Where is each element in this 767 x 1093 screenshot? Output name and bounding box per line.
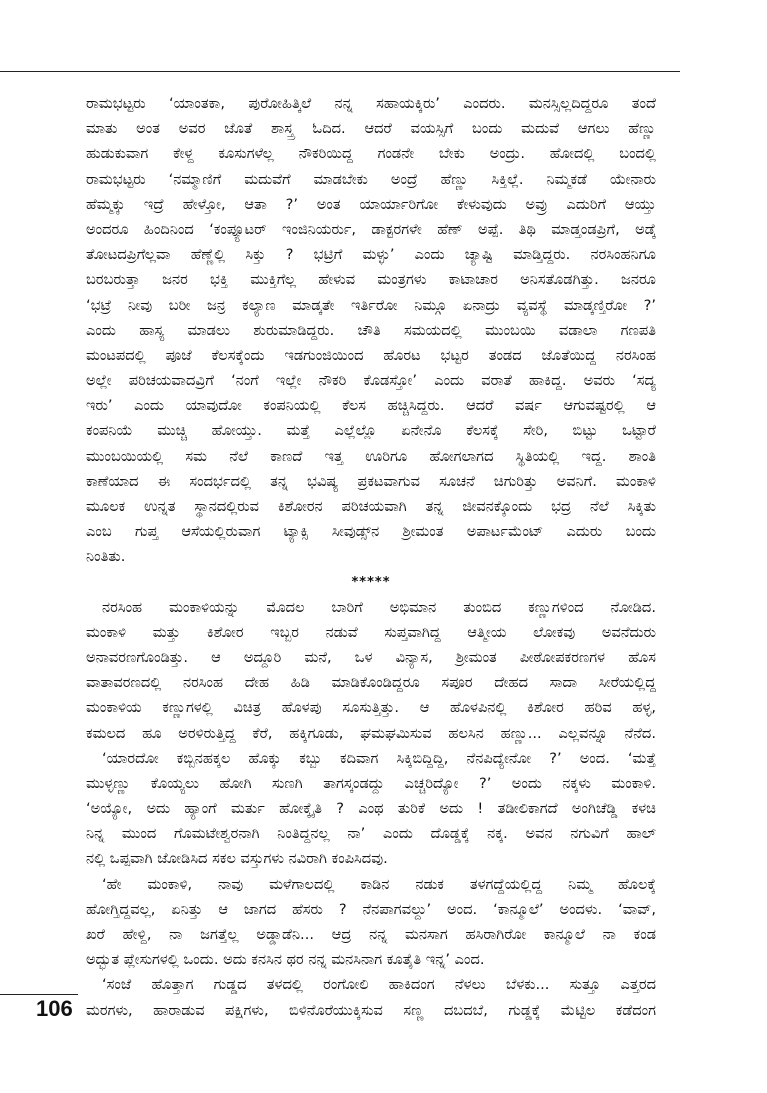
text-line: ಹೋಗ್ತಿದ್ದವಲ್ಲ, ಏನಿತ್ತು ಆ ಜಾಗದ ಹೆಸರು ? ನೆನಪಾಗವಲ್ದು’ ಅಂದ. ‘ಕಾನ್ಮೂಲೆ’ ಅಂದಳು. ‘ವಾವ್, bbox=[86, 900, 656, 918]
text-line: ರಾಮಭಟ್ಟರು ‘ನಮ್ಮಾಣಿಗೆ ಮದುವೆಗೆ ಮಾಡಬೇಕು ಅಂದ್ರೆ ಹೆಣ್ಣು ಸಿಕ್ತಿಲ್ಲೆ. ನಿಮ್ಮಕಡೆ ಯೇನಾರು bbox=[86, 170, 656, 188]
text-line: ಅಲ್ಲೇ ಪರಿಚಯವಾದವ್ರಿಗೆ ‘ನಂಗೆ ಇಲ್ಲೇ ನೌಕರಿ ಕೊಡಸ್ತೋ’ ಎಂದು ವರಾತೆ ಹಾಕಿದ್ದ. ಅವರು ‘ಸದ್ಯ bbox=[86, 372, 656, 390]
text-line: ಖರೆ ಹೇಳ್ದಿ, ನಾ ಜಗತ್ತೆಲ್ಲ ಅಡ್ಡಾಡೆನಿ... ಆದ್ರ ನನ್ನ ಮನಸಾಗ ಹಸಿರಾಗಿರೋ ಕಾನ್ಮೂಲೆ ನಾ ಕಂಡ bbox=[86, 926, 656, 943]
text-line: ಹೆಮ್ಮಕ್ಕು ಇದ್ರೆ ಹೇಳ್ತೋ, ಆತಾ ?’ ಅಂತ ಯಾರ್ಯಾರಿಗೋ ಕೇಳುವುದು ಅವ್ರು ಎದುರಿಗೆ ಆಯ್ತು bbox=[86, 195, 656, 213]
text-line: ನರಸಿಂಹ ಮಂಕಾಳಿಯನ್ನು ಮೊದಲ ಬಾರಿಗೆ ಅಭಿಮಾನ ತುಂಬಿದ ಕಣ್ಣುಗಳಿಂದ ನೋಡಿದ. bbox=[102, 598, 656, 616]
text-line: ಅದ್ಭುತ ಪ್ಲೇಸುಗಳಲ್ಲಿ ಒಂದು. ಅದು ಕನಸಿನ ಥರ ನನ್ನ ಮನಸಿನಾಗ ಕೂತೈತಿ ಇನ್ನ’ ಎಂದ. bbox=[86, 951, 485, 969]
text-line: ಅಂದರೂ ಹಿಂದಿನಿಂದ ‘ಕಂಪ್ಯೂಟರ್ ಇಂಜಿನಿಯರ್ರು, ಡಾಕ್ಟರಗಳೇ ಹೆಣ್ ಅಪ್ಪೆ. ತಿಥಿ ಮಾಡ್ತಂಡಪ್ರಿಗೆ, ಅಡ್ಕೆ bbox=[86, 220, 656, 238]
text-line: ಹುಡುಕುವಾಗ ಕೇಳ್ದ ಕೂಸುಗಳೆಲ್ಲ ನೌಕರಿಯಿದ್ದ ಗಂಡನೇ ಬೇಕು ಅಂದ್ರು. ಹೋದಲ್ಲಿ ಬಂದಲ್ಲಿ bbox=[86, 145, 656, 163]
paragraph bbox=[86, 595, 656, 746]
text-line: ಎಂದು ಹಾಸ್ಯ ಮಾಡಲು ಶುರುಮಾಡಿದ್ದರು. ಚೌತಿ ಸಮಯದಲ್ಲಿ ಮುಂಬಯಿ ವಡಾಲಾ ಗಣಪತಿ bbox=[86, 321, 656, 339]
text-line: ಇರು’ ಎಂದು ಯಾವುದೋ ಕಂಪನಿಯಲ್ಲಿ ಕೆಲಸ ಹಚ್ಚಿಸಿದ್ದರು. ಆದರೆ ವರ್ಷ ಆಗುವಷ್ಟರಲ್ಲಿ ಆ bbox=[86, 397, 656, 415]
text-line: ತೋಟದಪ್ರಿಗೆಲ್ಲವಾ ಹೆಣ್ಣೆಲ್ಲಿ ಸಿಕ್ತು ? ಭಟ್ರಿಗೆ ಮಳ್ಳು’ ಎಂದು ಚ್ಯಾಷ್ಟಿ ಮಾಡ್ತಿದ್ದರು. ನರಸಿಂಹನಿಗೂ bbox=[86, 246, 656, 264]
text-line: ಮರಗಳು, ಹಾರಾಡುವ ಪಕ್ಷಿಗಳು, ಬಿಳಿನೊರೆಯುಕ್ಕಿಸುವ ಸಣ್ಣ ದಬದಬೆ, ಗುಡ್ಡಕ್ಕೆ ಮೆಟ್ಟಿಲ ಕಡೆದಂಗ bbox=[86, 1001, 656, 1019]
text-line: ನಿನ್ನ ಮುಂದ ಗೊಮಟೇಶ್ವರನಾಗಿ ನಿಂತಿದ್ದನಲ್ಲ ನಾ’ ಎಂದು ದೊಡ್ಡಕ್ಕೆ ನಕ್ಕ. ಅವನ ನಗುವಿಗೆ ಹಾಲ್ bbox=[86, 825, 656, 843]
text-line: ರಾಮಭಟ್ಟರು ‘ಯಾಂತಕಾ, ಪುರೋಹಿತ್ಕಿಲೆ ನನ್ನ ಸಹಾಯಕ್ಕಿರು’ ಎಂದರು. ಮನಸ್ಸಿಲ್ಲದಿದ್ದರೂ ತಂದೆ bbox=[86, 95, 656, 112]
text-line: ವಾತಾವರಣದಲ್ಲಿ ನರಸಿಂಹ ದೇಹ ಹಿಡಿ ಮಾಡಿಕೊಂಡಿದ್ದರೂ ಸಪೂರ ದೇಹದ ಸಾದಾ ಸೀರೆಯಲ್ಲಿದ್ದ bbox=[86, 674, 656, 692]
paragraph bbox=[86, 972, 656, 1022]
paragraph bbox=[86, 91, 656, 570]
text-line: ಮಾತು ಅಂತ ಅವರ ಜೊತೆ ಶಾಸ್ತ್ರ ಓದಿದ. ಆದರೆ ವಯಸ್ಸಿಗೆ ಬಂದು ಮದುವೆ ಆಗಲು ಹೆಣ್ಣು bbox=[86, 120, 656, 138]
text-line: ನಲ್ಲಿ ಒಪ್ಪವಾಗಿ ಜೋಡಿಸಿದ ಸಕಲ ವಸ್ತುಗಳು ನವಿರಾಗಿ ಕಂಪಿಸಿದವು. bbox=[86, 850, 388, 868]
text-line: ಕಮಲದ ಹೂ ಅರಳಿರುತ್ತಿದ್ದ ಕೆರೆ, ಹಕ್ಕಿಗೂಡು, ಘಮಘಮಿಸುವ ಹಲಸಿನ ಹಣ್ಣು... ಎಲ್ಲವನ್ನೂ ನೆನೆದ. bbox=[86, 724, 656, 742]
paragraph bbox=[86, 872, 656, 973]
text-line: ಮುಂಬಯಿಯಲ್ಲಿ ಸಮ ನೆಲೆ ಕಾಣದೆ ಇತ್ತ ಊರಿಗೂ ಹೋಗಲಾಗದ ಸ್ಥಿತಿಯಲ್ಲಿ ಇದ್ದ. ಶಾಂತಿ bbox=[86, 447, 656, 465]
text-line: ಮೂಲಕ ಉನ್ನತ ಸ್ಥಾನದಲ್ಲಿರುವ ಕಿಶೋರನ ಪರಿಚಯವಾಗಿ ತನ್ನ ಜೀವನಕ್ಕೊಂದು ಭದ್ರ ನೆಲೆ ಸಿಕ್ಕಿತು bbox=[86, 498, 656, 515]
text-line: ‘ಅಯ್ಯೋ, ಅದು ಹ್ಯಾಂಗೆ ಮರ್ತು ಹೋಕ್ಕೈತಿ ? ಎಂಥ ತುರಿಕೆ ಅದು ! ತಡೀಲಿಕಾಗದೆ ಅಂಗಿಚೆಡ್ಡಿ ಕಳಚಿ bbox=[86, 800, 656, 818]
text-line: ಮಂಕಾಳಿಯ ಕಣ್ಣುಗಳಲ್ಲಿ ವಿಚಿತ್ರ ಹೊಳಪು ಸೂಸುತ್ತಿತ್ತು. ಆ ಹೊಳಪಿನಲ್ಲಿ ಕಿಶೋರ ಹರಿವ ಹಳ್ಳ, bbox=[86, 699, 656, 717]
text-line: ‘ಭಟ್ರೆ ನೀವು ಬರೀ ಜನ್ರ ಕಲ್ಯಾಣ ಮಾಡ್ಕತೇ ಇರ್ತಿರೋ ನಿಮ್ಗೂ ಏನಾದ್ರು ವ್ಯವಸ್ಥೆ ಮಾಡ್ಕಣ್ತಿರೋ ?’ bbox=[86, 296, 656, 314]
paragraph bbox=[86, 746, 656, 872]
text-line: ನಿಂತಿತು. bbox=[86, 548, 126, 566]
page-number: 106 bbox=[36, 996, 73, 1021]
text-line: ಅನಾವರಣಗೊಂಡಿತ್ತು. ಆ ಅದ್ದೂರಿ ಮನೆ, ಒಳ ವಿನ್ಯಾಸ, ಶ್ರೀಮಂತ ಪೀಠೋಪಕರಣಗಳ ಹೊಸ bbox=[86, 648, 656, 666]
text-line: ಮಂಟಪದಲ್ಲಿ ಪೂಜೆ ಕೆಲಸಕ್ಕೆಂದು ಇಡಗುಂಜಿಯಿಂದ ಹೊರಟ ಭಟ್ಟರ ತಂಡದ ಜೊತೆಯಿದ್ದ ನರಸಿಂಹ bbox=[86, 346, 656, 364]
text-line: ‘ಯಾರದೋ ಕಬ್ಬಿನಹಕ್ಕಲ ಹೊಕ್ಕು ಕಬ್ಬು ಕದಿವಾಗ ಸಿಕ್ಕಿಬಿದ್ದಿದ್ದಿ, ನೆನಪಿದ್ಯೇನೋ ?’ ಅಂದ. ‘ಮತ್ತೆ bbox=[102, 749, 656, 767]
footer-rule bbox=[0, 994, 78, 995]
text-line: ಮಂಕಾಳಿ ಮತ್ತು ಕಿಶೋರ ಇಬ್ಬರ ನಡುವೆ ಸುಪ್ತವಾಗಿದ್ದ ಆತ್ಮೀಯ ಲೋಕವು ಅವನೆದುರು bbox=[86, 623, 656, 641]
section-separator: ***** bbox=[351, 574, 391, 590]
text-line: ಕಾಣೆಯಾದ ಈ ಸಂದರ್ಭದಲ್ಲಿ ತನ್ನ ಭವಿಷ್ಯ ಪ್ರಕಟವಾಗುವ ಸೂಚನೆ ಚಿಗುರಿತ್ತು ಅವನಿಗೆ. ಮಂಕಾಳಿ bbox=[86, 472, 656, 490]
body-text bbox=[86, 91, 656, 1023]
text-line: ‘ಹೇ ಮಂಕಾಳಿ, ನಾವು ಮಳೆಗಾಲದಲ್ಲಿ ಕಾಡಿನ ನಡುಕ ತಳಗದ್ದೆಯಲ್ಲಿದ್ದ ನಿಮ್ಮ ಹೊಲಕ್ಕೆ bbox=[102, 875, 656, 893]
text-line: ಕಂಪನಿಯೆ ಮುಚ್ಚಿ ಹೋಯ್ತು. ಮತ್ತೆ ಎಲ್ಲೆಲ್ಲೊ ಏನೇನೊ ಕೆಲಸಕ್ಕೆ ಸೇರಿ, ಬಿಟ್ಟು ಒಟ್ಟಾರೆ bbox=[86, 422, 656, 440]
text-line: ಮುಳ್ಳಣ್ಣು ಕೊಯ್ಯಲು ಹೋಗಿ ಸುಣಗಿ ತಾಗಸ್ಕಂಡದ್ದು ಎಚ್ಚರಿದ್ಯೋ ?’ ಅಂದು ನಕ್ಕಳು ಮಂಕಾಳಿ. bbox=[86, 774, 656, 792]
text-line: ಎಂಬ ಗುಪ್ತ ಆಸೆಯಲ್ಲಿರುವಾಗ ಟ್ಯಾಕ್ಸಿ ಸೀವುಡ್ಸ್‌ನ ಶ್ರೀಮಂತ ಅಪಾರ್ಟಮೆಂಟ್ ಎದುರು ಬಂದು bbox=[86, 523, 656, 541]
text-line: ‘ಸಂಜೆ ಹೊತ್ತಾಗ ಗುಡ್ಡದ ತಳದಲ್ಲಿ ರಂಗೋಲಿ ಹಾಕಿದಂಗ ನೆಳಲು ಬೆಳಕು... ಸುತ್ತೂ ಎತ್ತರದ bbox=[102, 976, 656, 994]
top-rule bbox=[0, 71, 680, 72]
text-line: ಬರಬರುತ್ತಾ ಜನರ ಭಕ್ತಿ ಮುಕ್ತಿಗೆಲ್ಲ ಹೇಳುವ ಮಂತ್ರಗಳು ಕಾಟಾಚಾರ ಅನಿಸತೊಡಗಿತ್ತು. ಜನರೂ bbox=[86, 271, 656, 289]
